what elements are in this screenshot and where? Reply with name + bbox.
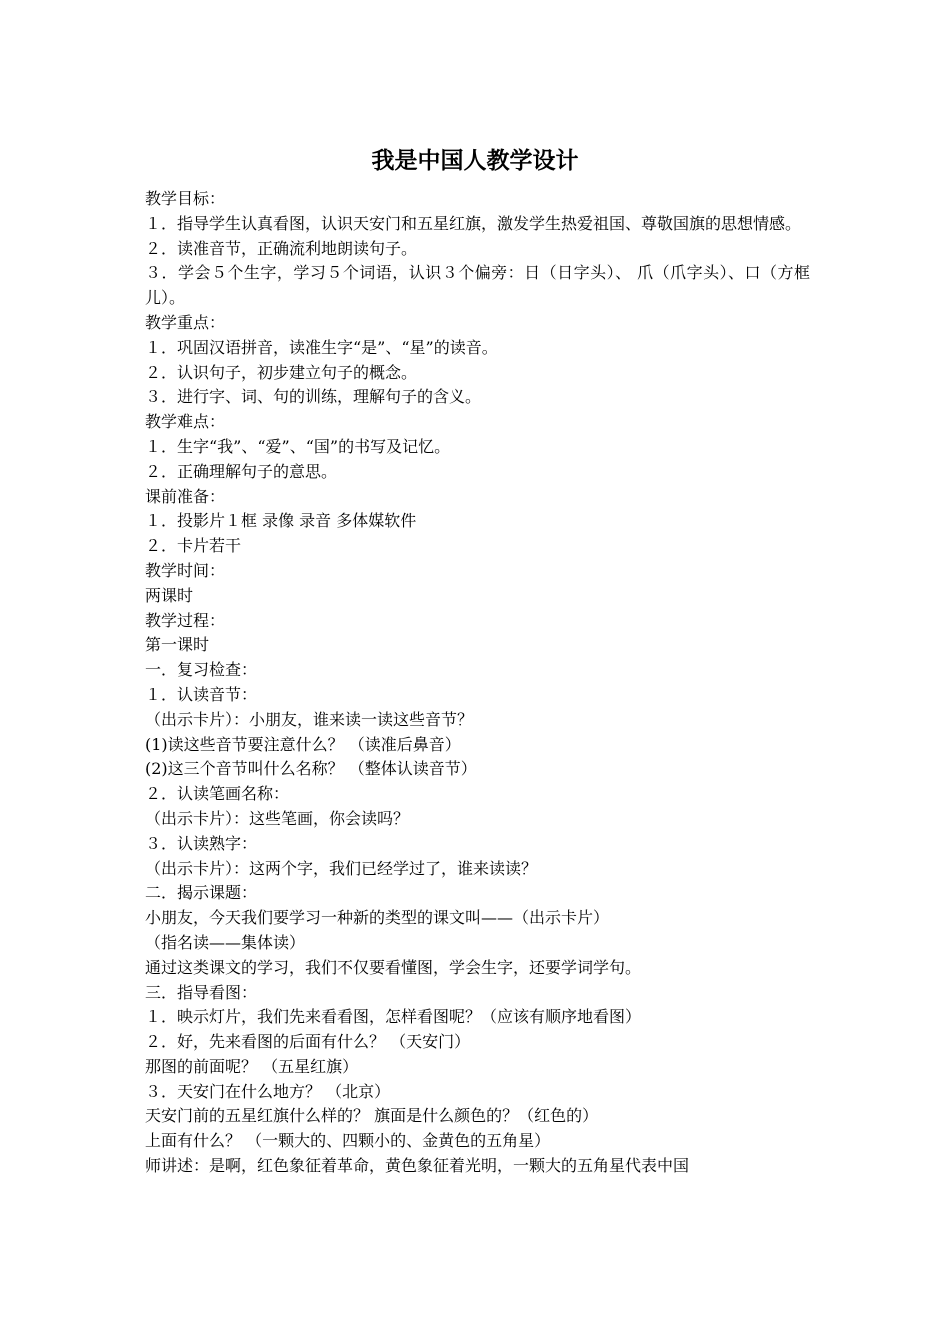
section-heading-process: 教学过程：: [145, 610, 226, 630]
paragraph-line: １．映示灯片，我们先来看看图，怎样看图呢？（应该有顺序地看图）: [145, 1007, 642, 1027]
paragraph-line: （出示卡片）：这两个字，我们已经学过了，谁来读读？: [145, 858, 538, 878]
section-heading-difficulties: 教学难点：: [145, 412, 226, 432]
paragraph-line: 两课时: [145, 585, 194, 605]
paragraph-line: ２．好，先来看图的后面有什么？ （天安门）: [145, 1032, 471, 1052]
paragraph-line: 那图的前面呢？ （五星红旗）: [145, 1056, 359, 1076]
section-heading-objectives: 教学目标：: [145, 189, 226, 208]
section-heading-time: 教学时间：: [145, 560, 226, 580]
paragraph-line: ２．认读笔画名称：: [145, 784, 290, 804]
section-heading-preparation: 课前准备：: [145, 486, 226, 506]
paragraph-line: 师讲述：是啊，红色象征着革命，黄色象征着光明，一颗大的五角星代表中国: [145, 1156, 690, 1176]
paragraph-line: ３．认读熟字：: [145, 833, 258, 853]
paragraph-line: ３．进行字、词、句的训练，理解句子的含义。: [145, 387, 482, 407]
paragraph-line: １．认读音节：: [145, 684, 258, 704]
paragraph-line: １．指导学生认真看图，认识天安门和五星红旗，激发学生热爱祖国、尊敬国旗的思想情感。: [145, 213, 802, 233]
paragraph-line: 小朋友，今天我们要学习一种新的类型的课文叫——（出示卡片）: [145, 908, 610, 928]
paragraph-line: １．生字“我”、“爱”、“国”的书写及记忆。: [145, 436, 451, 456]
paragraph-line: 第一课时: [145, 635, 210, 655]
document-body: [145, 187, 810, 1179]
document-title: 我是中国人教学设计: [371, 147, 579, 174]
paragraph-line: １．投影片１框 录像 录音 多体媒软件: [145, 511, 417, 531]
paragraph-line: ２．卡片若干: [145, 536, 242, 556]
paragraph-line: 一．复习检查：: [145, 660, 258, 680]
paragraph-line: ２．正确理解句子的意思。: [145, 461, 338, 481]
paragraph-line: ２．读准音节，正确流利地朗读句子。: [145, 238, 418, 258]
paragraph-line: 天安门前的五星红旗什么样的？ 旗面是什么颜色的？（红色的）: [145, 1106, 599, 1126]
paragraph-line: １．巩固汉语拼音，读准生字“是”、“星”的读音。: [145, 337, 498, 357]
paragraph-line: (2)这三个音节叫什么名称？ （整体认读音节）: [145, 759, 477, 779]
section-heading-key-points: 教学重点：: [145, 312, 226, 332]
paragraph-line: ３．学会５个生字，学习５个词语，认识３个偏旁：日（日字头）、 爪（爪字头）、口（方框儿）。: [145, 263, 810, 308]
paragraph-line: (1)读这些音节要注意什么？ （读准后鼻音）: [145, 734, 461, 754]
paragraph-line: ３．天安门在什么地方？ （北京）: [145, 1081, 391, 1101]
paragraph-line: ２．认识句子，初步建立句子的概念。: [145, 362, 418, 382]
paragraph-line: （出示卡片）：这些笔画，你会读吗？: [145, 808, 410, 828]
paragraph-line: 通过这类课文的学习，我们不仅要看懂图，学会生字，还要学词学句。: [145, 957, 642, 977]
paragraph-line: （指名读——集体读）: [145, 932, 306, 952]
paragraph-line: （出示卡片）：小朋友，谁来读一读这些音节？: [145, 709, 474, 729]
paragraph-line: 二．揭示课题：: [145, 883, 258, 903]
paragraph-line: 上面有什么？ （一颗大的、四颗小的、金黄色的五角星）: [145, 1131, 551, 1151]
paragraph-line: 三．指导看图：: [145, 982, 258, 1002]
